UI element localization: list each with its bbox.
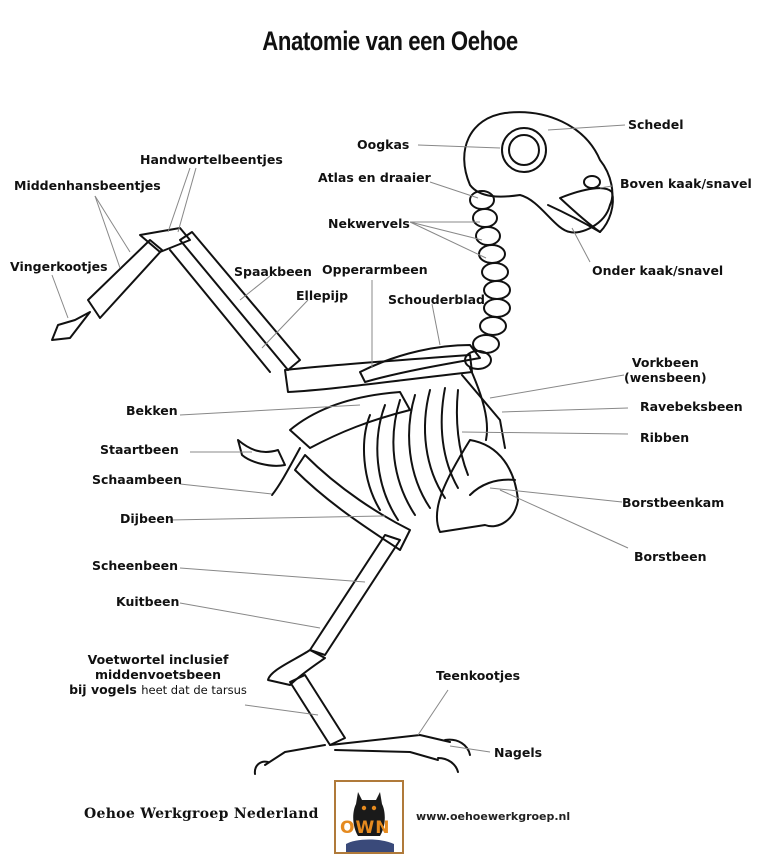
- label-borstbeenkam: Borstbeenkam: [622, 495, 725, 510]
- label-vingerkootjes: Vingerkootjes: [10, 259, 108, 274]
- label-voetwortel-line1: Voetwortel inclusief: [87, 652, 229, 667]
- website-link[interactable]: www.oehoewerkgroep.nl: [416, 810, 571, 823]
- label-opperarmbeen: Opperarmbeen: [322, 262, 428, 277]
- label-schedel: Schedel: [628, 117, 684, 132]
- label-schouderblad: Schouderblad: [388, 292, 486, 307]
- neck-vertebrae: [465, 191, 510, 369]
- leg-bones: [268, 455, 410, 745]
- label-vorkbeen: [624, 355, 707, 385]
- label-dijbeen: Dijbeen: [120, 511, 174, 526]
- label-onder-kaak: Onder kaak/snavel: [592, 263, 724, 278]
- skull-shape: [464, 112, 612, 232]
- tail-bone: [238, 440, 285, 466]
- label-kuitbeen: Kuitbeen: [116, 594, 180, 609]
- label-spaakbeen: Spaakbeen: [234, 264, 312, 279]
- label-voetwortel-line3a: bij vogels: [69, 682, 137, 697]
- label-middenhansbeentjes: Middenhansbeentjes: [14, 178, 161, 193]
- pelvis: [290, 392, 410, 448]
- furcula: [470, 368, 487, 440]
- label-teenkootjes: Teenkootjes: [436, 668, 521, 683]
- label-schaambeen: Schaambeen: [92, 472, 183, 487]
- label-vorkbeen-line2: (wensbeen): [624, 370, 707, 385]
- logo-text: OWN: [340, 818, 391, 838]
- label-voetwortel-line3b: heet dat de tarsus: [141, 683, 247, 697]
- label-voetwortel-line3: [58, 682, 258, 698]
- diagram-title: Anatomie van een Oehoe: [262, 26, 518, 56]
- label-voetwortel-line2: middenvoetsbeen: [94, 667, 221, 682]
- label-nekwervels: Nekwervels: [328, 216, 410, 231]
- label-boven-kaak: Boven kaak/snavel: [620, 176, 752, 191]
- label-vorkbeen-line1: Vorkbeen: [631, 355, 699, 370]
- coracoid: [462, 375, 505, 448]
- sternum: [437, 440, 518, 532]
- label-ravebeksbeen: Ravebeksbeen: [640, 399, 743, 414]
- label-ribben: Ribben: [640, 430, 690, 445]
- rib-cage: [364, 388, 468, 520]
- label-bekken: Bekken: [126, 403, 178, 418]
- label-staartbeen: Staartbeen: [100, 442, 179, 457]
- owl-silhouette-icon: [336, 782, 402, 852]
- label-scheenbeen: Scheenbeen: [92, 558, 178, 573]
- own-logo: [334, 780, 404, 854]
- label-borstbeen: Borstbeen: [634, 549, 707, 564]
- label-atlas-en-draaier: Atlas en draaier: [318, 170, 431, 185]
- organisation-name: Oehoe Werkgroep Nederland: [84, 806, 319, 822]
- label-handwortelbeentjes: Handwortelbeentjes: [140, 152, 283, 167]
- toes: [255, 735, 470, 774]
- label-ellepijp: Ellepijp: [296, 288, 349, 303]
- label-voetwortel: [58, 652, 258, 698]
- label-oogkas: Oogkas: [357, 137, 410, 152]
- label-nagels: Nagels: [494, 745, 543, 760]
